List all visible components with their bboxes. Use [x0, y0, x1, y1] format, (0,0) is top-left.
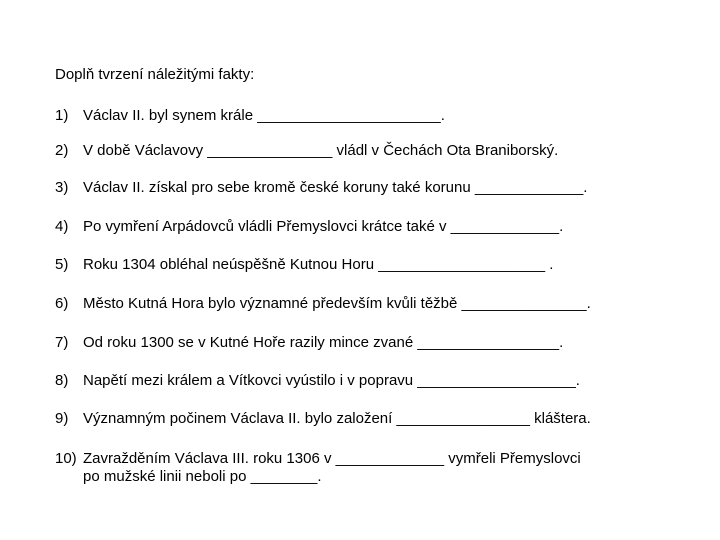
list-item	[55, 142, 558, 160]
item-text: Po vymření Arpádovců vládli Přemyslovci krátce také v _____________.	[83, 218, 564, 235]
list-item	[55, 450, 581, 486]
list-item	[55, 107, 445, 125]
item-number: 4)	[55, 218, 69, 235]
list-item	[55, 295, 591, 313]
item-text: Zavražděním Václava III. roku 1306 v _____________ vymřeli Přemyslovci	[83, 450, 581, 467]
item-number: 9)	[55, 410, 69, 427]
item-text-continuation: po mužské linii neboli po ________.	[83, 468, 322, 485]
item-text: Václav II. získal pro sebe kromě české koruny také korunu _____________.	[83, 179, 588, 196]
item-number: 1)	[55, 107, 69, 124]
item-number: 2)	[55, 142, 69, 159]
item-number: 7)	[55, 334, 69, 351]
list-item	[55, 179, 587, 197]
item-text: Václav II. byl synem krále ______________________.	[83, 107, 445, 124]
item-number: 5)	[55, 256, 69, 273]
list-item	[55, 256, 553, 274]
list-item	[55, 218, 563, 236]
item-number: 10)	[55, 450, 77, 467]
item-text: V době Václavovy _______________ vládl v Čechách Ota Braniborský.	[83, 142, 559, 159]
item-text: Roku 1304 obléhal neúspěšně Kutnou Horu ____________________ .	[83, 256, 554, 273]
worksheet-heading: Doplň tvrzení náležitými fakty:	[55, 66, 255, 83]
list-item	[55, 334, 563, 352]
list-item	[55, 410, 591, 428]
list-item	[55, 372, 580, 390]
item-number: 8)	[55, 372, 69, 389]
item-text: Od roku 1300 se v Kutné Hoře razily mince zvané _________________.	[83, 334, 564, 351]
item-text: Město Kutná Hora bylo významné především kvůli těžbě _______________.	[83, 295, 591, 312]
item-number: 3)	[55, 179, 69, 196]
item-text: Významným počinem Václava II. bylo založení ________________ kláštera.	[83, 410, 591, 427]
item-number: 6)	[55, 295, 69, 312]
item-text: Napětí mezi králem a Vítkovci vyústilo i v popravu ___________________.	[83, 372, 580, 389]
